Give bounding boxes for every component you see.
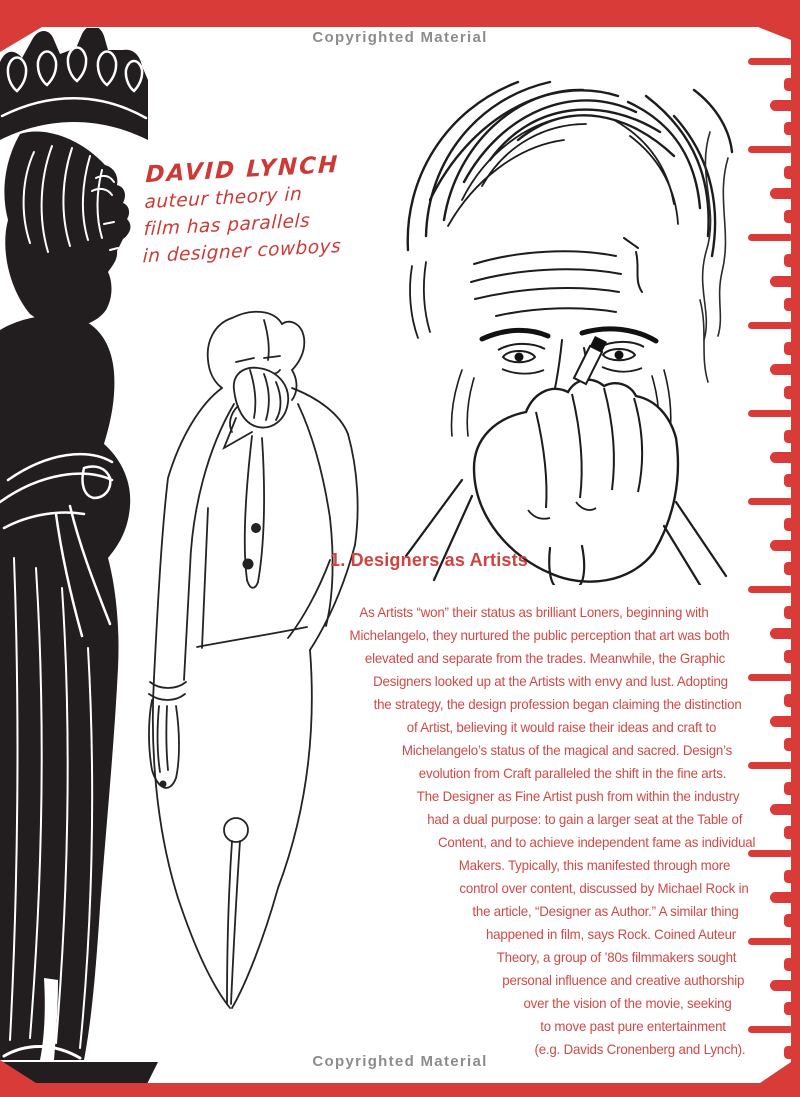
handwritten-note-line: in designer cowboys xyxy=(142,235,342,268)
body-text-line: happened in film, says Rock. Coined Auteur xyxy=(485,926,737,942)
body-text-line: The Designer as Fine Artist push from within the industry xyxy=(416,788,740,804)
body-text-line: As Artists “won” their status as brilliant Loners, beginning with xyxy=(359,604,709,620)
body-text-line: over the vision of the movie, seeking xyxy=(523,995,732,1011)
body-text-line: Michelangelo, they nurtured the public perception that art was both xyxy=(349,627,730,643)
crowned-figure-silhouette xyxy=(0,28,165,1088)
body-text-line: Designers looked up at the Artists with envy and lust. Adopting xyxy=(373,673,728,689)
body-text-line: had a dual purpose: to gain a larger seat at the Table of xyxy=(427,811,743,827)
body-text-line: evolution from Craft paralleled the shift in the fine arts. xyxy=(418,765,727,781)
body-text-line: to move past pure entertainment xyxy=(540,1018,726,1034)
portrait-hand-cigarette xyxy=(474,336,678,582)
body-text-line: Michelangelo’s status of the magical and sacred. Design’s xyxy=(401,742,733,758)
body-text-line: Content, and to achieve independent fame as individual xyxy=(437,834,756,850)
handwritten-note-line: film has parallels xyxy=(143,210,311,241)
handwritten-note xyxy=(142,150,375,270)
portrait-hair xyxy=(408,82,732,338)
body-text-line: of Artist, believing it would raise their ideas and craft to xyxy=(406,719,717,735)
pen-man-hand xyxy=(230,368,288,432)
handwritten-note-line: auteur theory in xyxy=(144,183,303,214)
silhouette-gown xyxy=(0,316,130,1060)
binding-spine xyxy=(791,20,800,1080)
frame-top-bar xyxy=(0,0,800,27)
body-text-line: the strategy, the design profession began claiming the distinction xyxy=(373,696,742,712)
body-text-line: the article, “Designer as Author.” A similar thing xyxy=(472,903,739,919)
portrait-smoke xyxy=(700,132,728,382)
body-text-line: Theory, a group of ’80s filmmakers sought xyxy=(496,949,737,965)
david-lynch-portrait xyxy=(378,40,738,585)
watermark-top: Copyrighted Material xyxy=(312,29,488,46)
watermark-bottom: Copyrighted Material xyxy=(312,1053,488,1070)
body-text-line: personal influence and creative authorship xyxy=(502,972,745,988)
body-text-line: Makers. Typically, this manifested through more xyxy=(458,857,731,873)
body-text-line: (e.g. Davids Cronenberg and Lynch). xyxy=(534,1041,746,1057)
handwritten-note-line: DAVID LYNCH xyxy=(145,151,340,189)
pen-nib-body xyxy=(153,650,312,1008)
portrait-eyes xyxy=(482,329,656,374)
body-text-line: control over content, discussed by Michael Rock in xyxy=(459,880,749,896)
body-text-line: elevated and separate from the trades. Meanwhile, the Graphic xyxy=(364,650,726,666)
section-heading: 1. Designers as Artists xyxy=(330,550,529,570)
portrait-forehead-wrinkles xyxy=(471,238,642,316)
body-text xyxy=(320,601,756,1061)
